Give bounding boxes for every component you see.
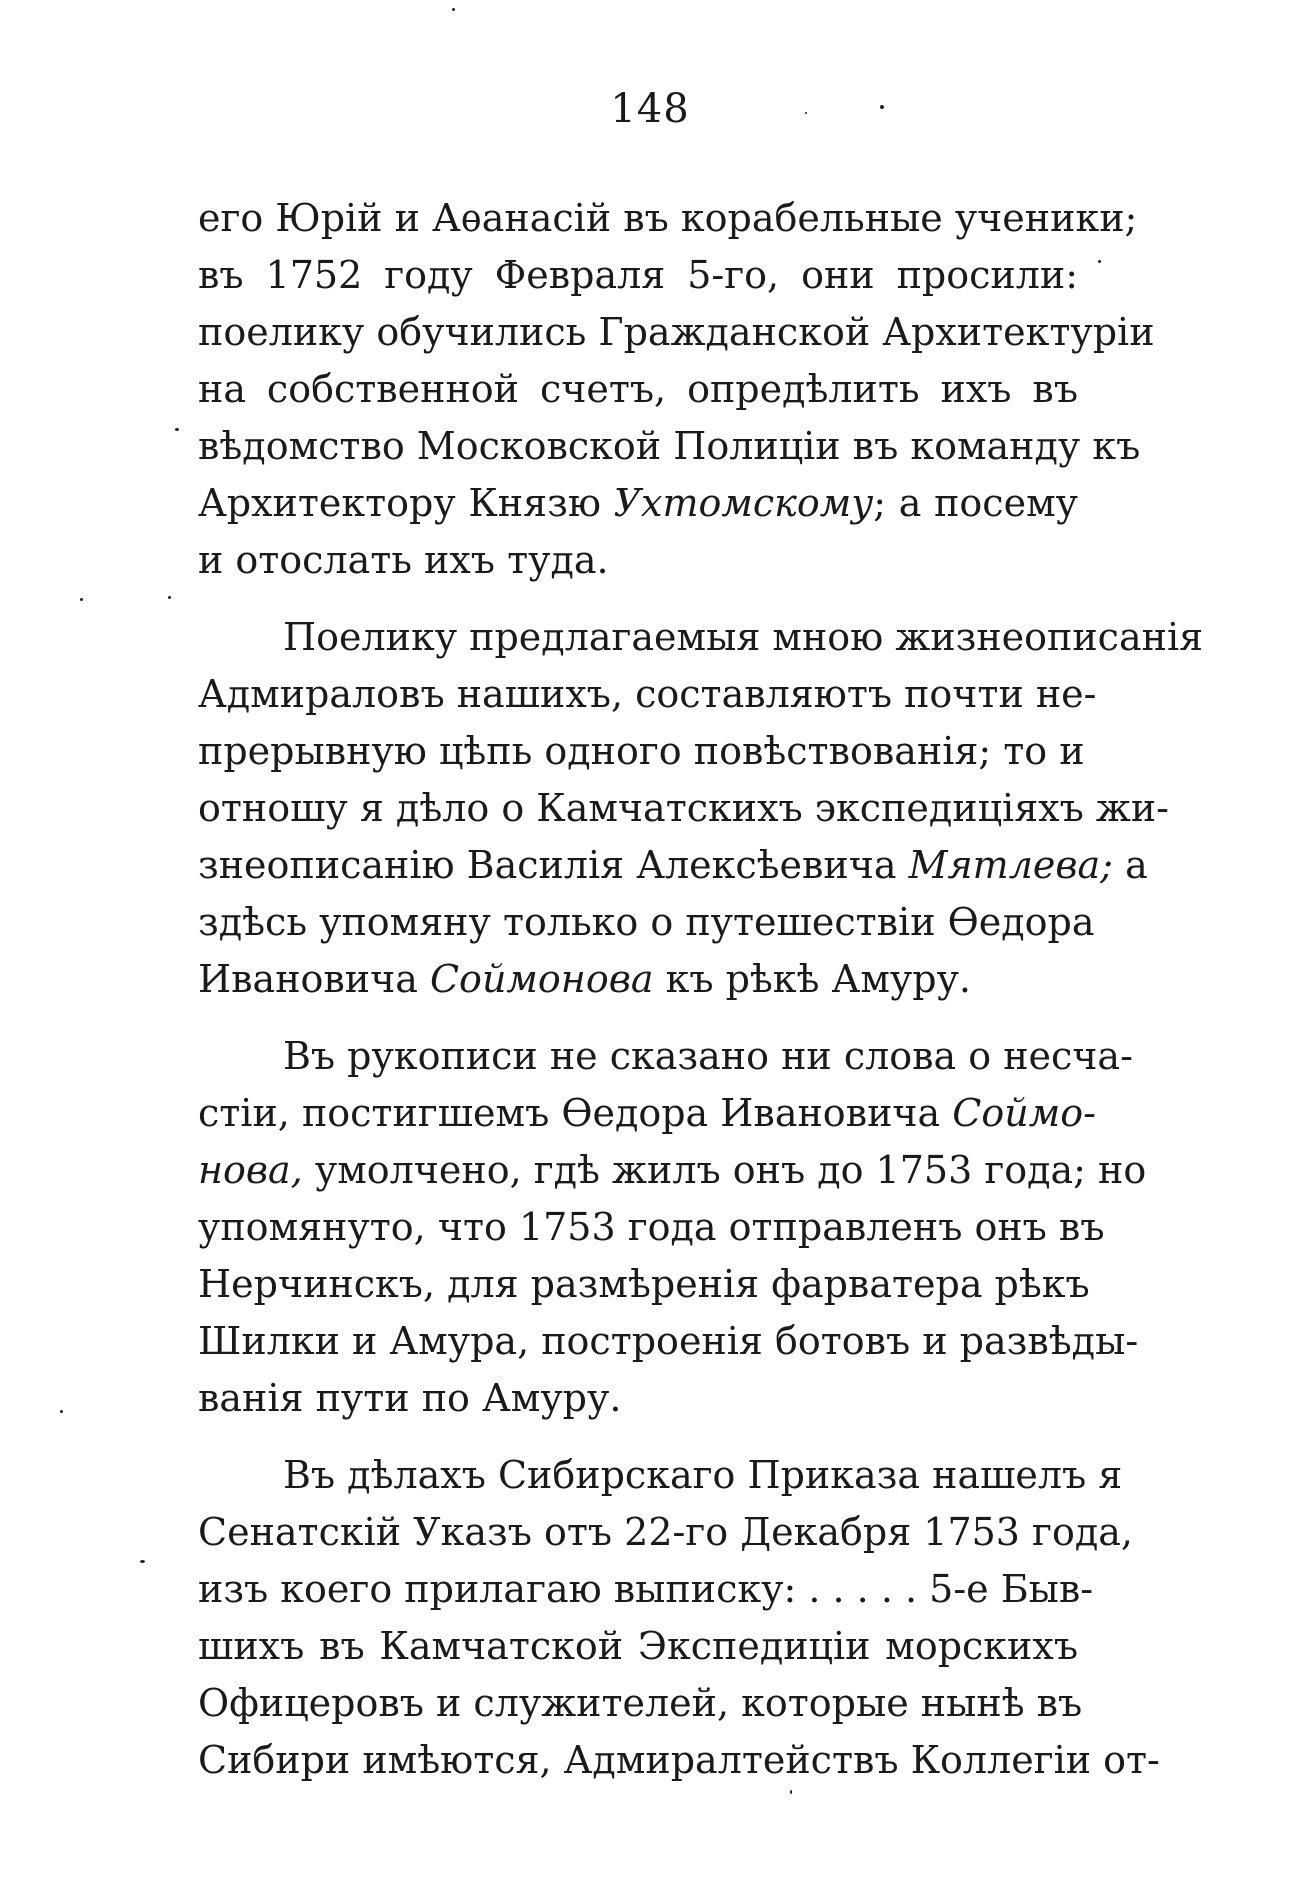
text-line: его Юрій и Аѳанасій въ корабельные ученики;: [198, 196, 1138, 240]
italic-name: нова,: [198, 1148, 303, 1192]
text-line: шихъ въ Камчатской Экспедиціи морскихъ: [198, 1624, 1078, 1668]
text-run: къ рѣкѣ Амуру.: [653, 957, 972, 1001]
text-run: знеописанію Василія Алексѣевича: [198, 843, 909, 887]
text-run: Архитектору Князю: [198, 481, 614, 525]
text-line: прерывную цѣпь одного повѣствованія; то и: [198, 729, 1085, 773]
scan-speck: [1098, 260, 1101, 263]
text-line: здѣсь упомяну только о путешествіи Ѳедора: [198, 900, 1095, 944]
text-line: [198, 1085, 1096, 1142]
text-line: [198, 837, 1148, 894]
text-line: поелику обучились Гражданской Архитектуріи: [198, 310, 1155, 354]
text-line: въ 1752 году Февраля 5-го, они просили:: [198, 253, 1078, 297]
text-line: упомянуто, что 1753 года отправленъ онъ въ: [198, 1205, 1105, 1249]
scan-speck: [452, 8, 455, 11]
paragraph: [198, 1447, 1160, 1789]
text-line: Нерчинскъ, для размѣренія фарватера рѣкъ: [198, 1262, 1090, 1306]
scan-speck: [60, 1410, 63, 1413]
paragraph: [198, 190, 1155, 589]
text-run: Ивановича: [198, 957, 430, 1001]
text-line: Адмираловъ нашихъ, составляютъ почти не-: [198, 672, 1097, 716]
text-line: Шилки и Амура, построенія ботовъ и развѣды-: [198, 1319, 1139, 1363]
scan-speck: [880, 105, 884, 109]
body-text: [198, 190, 1204, 1789]
text-line: Сенатскій Указъ отъ 22-го Декабря 1753 года,: [198, 1510, 1133, 1554]
scan-speck: [805, 112, 807, 114]
italic-name: Соймо-: [952, 1091, 1096, 1135]
scan-speck: [80, 598, 83, 601]
text-line: [198, 951, 1078, 1008]
text-line: Офицеровъ и служителей, которые нынѣ въ: [198, 1681, 1083, 1725]
italic-name: Мятлева;: [908, 843, 1113, 887]
text-line: Поелику предлагаемыя мною жизнеописанія: [283, 615, 1204, 659]
italic-name: Соймонова: [429, 957, 654, 1001]
text-line: изъ коего прилагаю выписку: . . . . . 5-е Быв-: [198, 1567, 1094, 1611]
text-run: ; а посему: [873, 481, 1078, 525]
text-line: Въ рукописи не сказано ни слова о несча-: [283, 1034, 1133, 1078]
text-line: на собственной счетъ, опредѣлить ихъ въ: [198, 367, 1078, 411]
text-line: ванія пути по Амуру.: [198, 1376, 622, 1420]
text-line: и отослать ихъ туда.: [198, 538, 609, 582]
text-line: Въ дѣлахъ Сибирскаго Приказа нашелъ я: [283, 1453, 1123, 1497]
text-run: умолчено, гдѣ жилъ онъ до 1753 года; но: [302, 1148, 1147, 1192]
page-number: 148: [610, 86, 690, 132]
text-line: [198, 1142, 1147, 1199]
italic-name: Ухтомскому: [613, 481, 874, 525]
paragraph: [198, 609, 1204, 1008]
text-line: отношу я дѣло о Камчатскихъ экспедиціяхъ жи-: [198, 786, 1169, 830]
scan-speck: [168, 596, 171, 599]
text-run: а: [1112, 843, 1148, 887]
scan-speck: [140, 1560, 145, 1563]
text-line: [198, 475, 1078, 532]
scan-speck: [790, 1790, 792, 1794]
text-line: вѣдомство Московской Полиціи въ команду къ: [198, 424, 1141, 468]
text-run: стіи, постигшемъ Ѳедора Ивановича: [198, 1091, 953, 1135]
paragraph: [198, 1028, 1147, 1427]
text-line: Сибири имѣются, Адмиралтействъ Коллегіи от-: [198, 1738, 1160, 1782]
scan-speck: [175, 428, 179, 431]
